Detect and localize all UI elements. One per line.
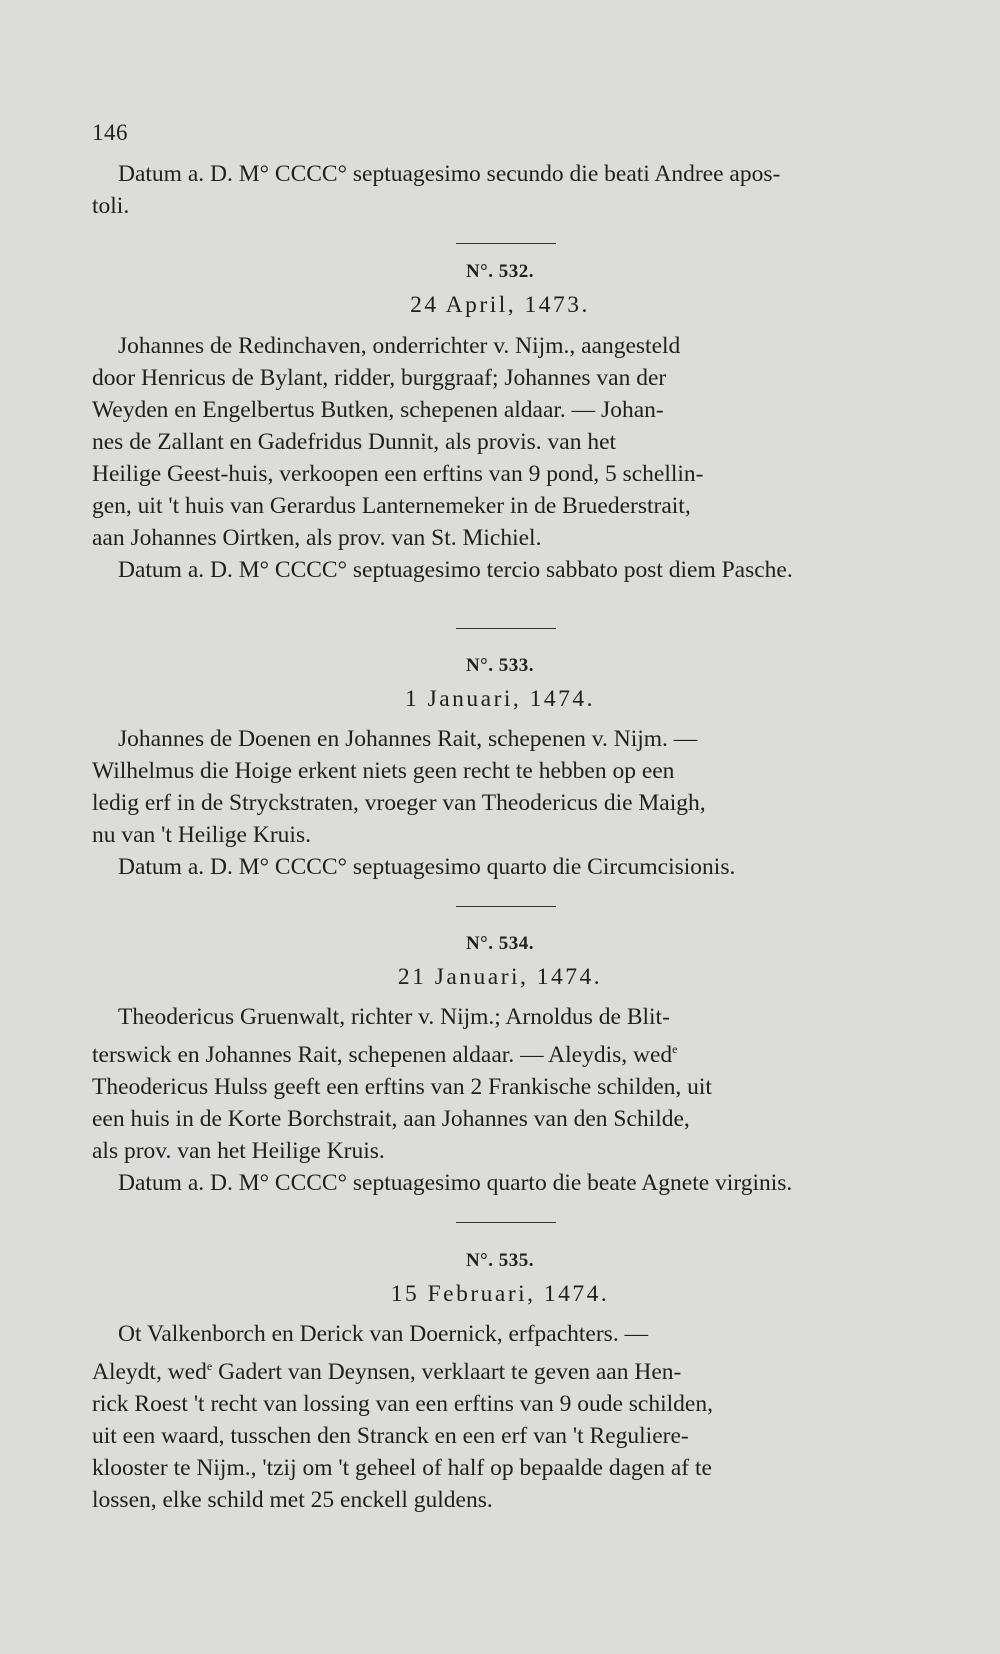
section-divider — [456, 1222, 556, 1223]
superscript-e: e — [206, 1359, 213, 1373]
entry-line: Heilige Geest-huis, verkoopen een erftins van 9 pond, 5 schellin- — [92, 461, 704, 487]
superscript-e: e — [672, 1042, 678, 1056]
entry-line: Wilhelmus die Hoige erkent niets geen recht te hebben op een — [92, 758, 675, 784]
entry-datum: Datum a. D. M° CCCC° septuagesimo quarto die Circumcisionis. — [118, 854, 736, 880]
entry-line: aan Johannes Oirtken, als prov. van St. Michiel. — [92, 525, 542, 551]
section-divider — [456, 243, 556, 244]
entry-line: Theodericus Gruenwalt, richter v. Nijm.; Arnoldus de Blit- — [118, 1004, 670, 1030]
section-divider — [456, 628, 556, 629]
page-number: 146 — [92, 120, 128, 145]
entry-line: Weyden en Engelbertus Butken, schepenen aldaar. — Johan- — [92, 397, 664, 423]
entry-number: N°. 535. — [465, 1250, 535, 1271]
entry-line: klooster te Nijm., 'tzij om 't geheel of half op bepaalde dagen af te — [92, 1454, 712, 1481]
entry-date: 24 April, 1473. — [410, 292, 590, 318]
entry-datum: Datum a. D. M° CCCC° septuagesimo quarto die beate Agnete virginis. — [118, 1169, 793, 1196]
entry-line: nu van 't Heilige Kruis. — [92, 822, 311, 848]
entry-date: 21 Januari, 1474. — [397, 964, 603, 990]
entry-number: N°. 534. — [465, 933, 535, 954]
entry-body — [92, 330, 924, 586]
entry-line: uit een waard, tusschen den Stranck en een erf van 't Reguliere- — [92, 1422, 689, 1449]
carryover-text — [92, 158, 924, 222]
entry-line-text: terswick en Johannes Rait, schepenen aldaar. — Aleydis, wed — [92, 1041, 673, 1068]
entry-line: lossen, elke schild met 25 enckell guldens. — [92, 1486, 493, 1513]
entry-line-text: Gadert van Deynsen, verklaart te geven aan Hen- — [218, 1358, 682, 1385]
carryover-line-1: Datum a. D. M° CCCC° septuagesimo secundo die beati Andree apos- — [118, 161, 781, 187]
entry-body — [92, 1001, 924, 1199]
entry-date: 15 Februari, 1474. — [390, 1281, 610, 1307]
entry-line: ledig erf in de Stryckstraten, vroeger van Theodericus die Maigh, — [92, 790, 706, 816]
entry-line: Johannes de Redinchaven, onderrichter v. Nijm., aangesteld — [118, 333, 681, 359]
entry-line: een huis in de Korte Borchstrait, aan Johannes van den Schilde, — [92, 1105, 690, 1132]
entry-number: N°. 532. — [465, 261, 535, 282]
entry-line: door Henricus de Bylant, ridder, burggraaf; Johannes van der — [92, 365, 667, 391]
entry-body — [92, 723, 924, 883]
entry-line — [92, 1350, 924, 1388]
entry-line: Theodericus Hulss geeft een erftins van 2 Frankische schilden, uit — [92, 1073, 712, 1100]
entry-line: Johannes de Doenen en Johannes Rait, schepenen v. Nijm. — — [118, 726, 698, 752]
entry-line-text: Aleydt, wed — [92, 1358, 207, 1385]
entry-date: 1 Januari, 1474. — [404, 686, 596, 712]
entry-datum: Datum a. D. M° CCCC° septuagesimo tercio sabbato post diem Pasche. — [118, 557, 793, 583]
entry-line: gen, uit 't huis van Gerardus Lanternemeker in de Bruederstrait, — [92, 493, 691, 519]
entry-line: nes de Zallant en Gadefridus Dunnit, als provis. van het — [92, 429, 617, 455]
entry-line: als prov. van het Heilige Kruis. — [92, 1137, 385, 1164]
entry-line: rick Roest 't recht van lossing van een erftins van 9 oude schilden, — [92, 1390, 713, 1417]
entry-number: N°. 533. — [465, 655, 535, 676]
entry-line — [92, 1033, 924, 1071]
entry-line: Ot Valkenborch en Derick van Doernick, erfpachters. — — [118, 1321, 649, 1347]
entry-body — [92, 1318, 924, 1516]
carryover-line-2: toli. — [92, 193, 130, 219]
section-divider — [456, 906, 556, 907]
